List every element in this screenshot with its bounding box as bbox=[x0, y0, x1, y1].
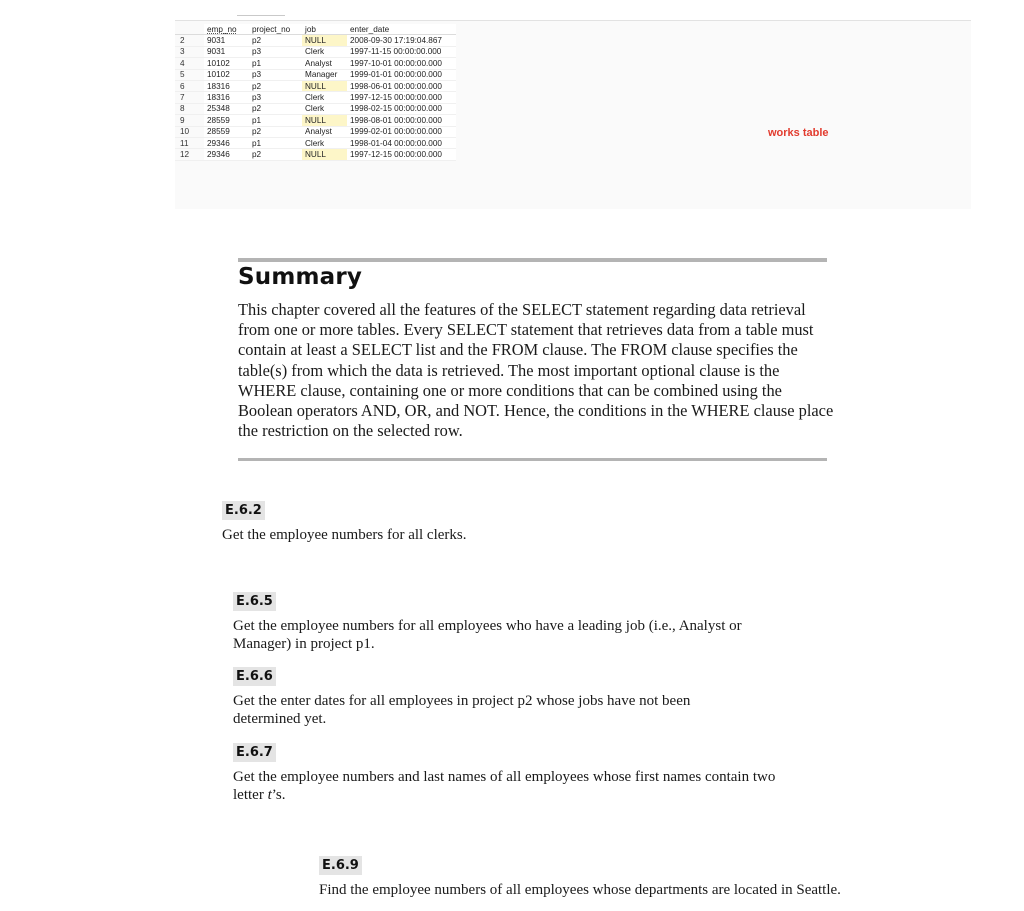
exercise-text-e69: Find the employee numbers of all employees whose departments are located in Seattle. bbox=[319, 882, 841, 898]
cell-emp-no: 10102 bbox=[204, 69, 249, 80]
table-row bbox=[175, 46, 456, 57]
works-table-body bbox=[175, 35, 456, 160]
column-header-job: job bbox=[302, 24, 347, 35]
cell-row-number: 8 bbox=[175, 103, 204, 114]
cell-row-number: 5 bbox=[175, 69, 204, 80]
exercise-text-e66: Get the enter dates for all employees in project p2 whose jobs have not been determined yet. bbox=[233, 693, 691, 727]
cell-job: Clerk bbox=[302, 92, 347, 103]
exercise-label-e66: E.6.6 bbox=[233, 667, 276, 686]
cell-job: NULL bbox=[302, 80, 347, 91]
cell-job: NULL bbox=[302, 35, 347, 46]
summary-heading: Summary bbox=[238, 264, 363, 290]
cell-job: Clerk bbox=[302, 137, 347, 148]
exercise-text-e62: Get the employee numbers for all clerks. bbox=[222, 527, 467, 543]
cell-emp-no: 29346 bbox=[204, 137, 249, 148]
cell-enter-date: 1997-11-15 00:00:00.000 bbox=[347, 46, 456, 57]
cell-job: Clerk bbox=[302, 103, 347, 114]
cell-row-number: 10 bbox=[175, 126, 204, 137]
column-header-row-number bbox=[175, 24, 204, 35]
cell-enter-date: 1997-10-01 00:00:00.000 bbox=[347, 58, 456, 69]
cell-emp-no: 29346 bbox=[204, 149, 249, 160]
table-row bbox=[175, 58, 456, 69]
table-row bbox=[175, 137, 456, 148]
table-row bbox=[175, 92, 456, 103]
cell-row-number: 6 bbox=[175, 80, 204, 91]
cell-emp-no: 10102 bbox=[204, 58, 249, 69]
cell-enter-date: 1997-12-15 00:00:00.000 bbox=[347, 92, 456, 103]
cell-project-no: p2 bbox=[249, 35, 302, 46]
cell-job: Analyst bbox=[302, 58, 347, 69]
cell-row-number: 11 bbox=[175, 137, 204, 148]
cell-emp-no: 9031 bbox=[204, 46, 249, 57]
cell-enter-date: 1997-12-15 00:00:00.000 bbox=[347, 149, 456, 160]
cell-enter-date: 2008-09-30 17:19:04.867 bbox=[347, 35, 456, 46]
exercise-label-e67: E.6.7 bbox=[233, 743, 276, 762]
cell-enter-date: 1999-02-01 00:00:00.000 bbox=[347, 126, 456, 137]
cell-project-no: p1 bbox=[249, 137, 302, 148]
cell-job: NULL bbox=[302, 149, 347, 160]
cell-project-no: p2 bbox=[249, 126, 302, 137]
table-row bbox=[175, 115, 456, 126]
cell-enter-date: 1998-06-01 00:00:00.000 bbox=[347, 80, 456, 91]
cell-project-no: p2 bbox=[249, 149, 302, 160]
cell-row-number: 4 bbox=[175, 58, 204, 69]
cell-emp-no: 28559 bbox=[204, 115, 249, 126]
table-header-row bbox=[175, 24, 456, 35]
column-header-project-no: project_no bbox=[249, 24, 302, 35]
exercise-label-e62: E.6.2 bbox=[222, 501, 265, 520]
table-row bbox=[175, 103, 456, 114]
cell-project-no: p2 bbox=[249, 80, 302, 91]
table-row bbox=[175, 69, 456, 80]
cell-job: Analyst bbox=[302, 126, 347, 137]
cell-enter-date: 1998-02-15 00:00:00.000 bbox=[347, 103, 456, 114]
grid-header-divider bbox=[237, 15, 285, 20]
cell-project-no: p3 bbox=[249, 46, 302, 57]
cell-row-number: 9 bbox=[175, 115, 204, 126]
cell-row-number: 7 bbox=[175, 92, 204, 103]
exercise-label-e65: E.6.5 bbox=[233, 592, 276, 611]
table-row bbox=[175, 80, 456, 91]
works-table-panel bbox=[175, 20, 971, 209]
exercise-text-e67-main: Get the employee numbers and last names of all employees whose first names contain two letter bbox=[233, 769, 776, 803]
cell-project-no: p2 bbox=[249, 103, 302, 114]
cell-job: Manager bbox=[302, 69, 347, 80]
exercise-text-e67 bbox=[233, 768, 793, 804]
exercise-text-e67-italic-letter: t bbox=[267, 787, 272, 803]
cell-emp-no: 28559 bbox=[204, 126, 249, 137]
cell-enter-date: 1998-08-01 00:00:00.000 bbox=[347, 115, 456, 126]
cell-row-number: 2 bbox=[175, 35, 204, 46]
cell-job: Clerk bbox=[302, 46, 347, 57]
exercise-text-e67-suffix: ’s. bbox=[271, 787, 286, 803]
table-row bbox=[175, 149, 456, 160]
cell-project-no: p3 bbox=[249, 92, 302, 103]
cell-emp-no: 18316 bbox=[204, 80, 249, 91]
cell-enter-date: 1999-01-01 00:00:00.000 bbox=[347, 69, 456, 80]
cell-row-number: 3 bbox=[175, 46, 204, 57]
cell-emp-no: 25348 bbox=[204, 103, 249, 114]
column-header-enter-date: enter_date bbox=[347, 24, 456, 35]
exercise-label-e69: E.6.9 bbox=[319, 856, 362, 875]
table-row bbox=[175, 35, 456, 46]
table-row bbox=[175, 126, 456, 137]
cell-project-no: p1 bbox=[249, 58, 302, 69]
cell-enter-date: 1998-01-04 00:00:00.000 bbox=[347, 137, 456, 148]
cell-project-no: p3 bbox=[249, 69, 302, 80]
cell-job: NULL bbox=[302, 115, 347, 126]
works-table bbox=[175, 24, 456, 161]
exercise-text-e65: Get the employee numbers for all employees who have a leading job (i.e., Analyst or Manager) in project p1. bbox=[233, 618, 742, 652]
column-header-emp-no: emp_no bbox=[204, 24, 249, 35]
cell-row-number: 12 bbox=[175, 149, 204, 160]
summary-top-rule bbox=[238, 258, 827, 262]
works-table-caption: works table bbox=[768, 127, 829, 139]
summary-paragraph: This chapter covered all the features of the SELECT statement regarding data retrieval from one or more tables. Every SELECT statement that retrieves data from a table must contain at least a SELECT list and the FROM clause. The FROM clause specifies the table(s) from which the data is retrieved. The most important optional clause is the WHERE clause, containing one or more conditions that can be combined using the Boolean operators AND, OR, and NOT. Hence, the conditions in the WHERE clause place the restriction on the selected row. bbox=[238, 300, 834, 441]
summary-bottom-rule bbox=[238, 458, 827, 461]
cell-emp-no: 9031 bbox=[204, 35, 249, 46]
cell-emp-no: 18316 bbox=[204, 92, 249, 103]
cell-project-no: p1 bbox=[249, 115, 302, 126]
